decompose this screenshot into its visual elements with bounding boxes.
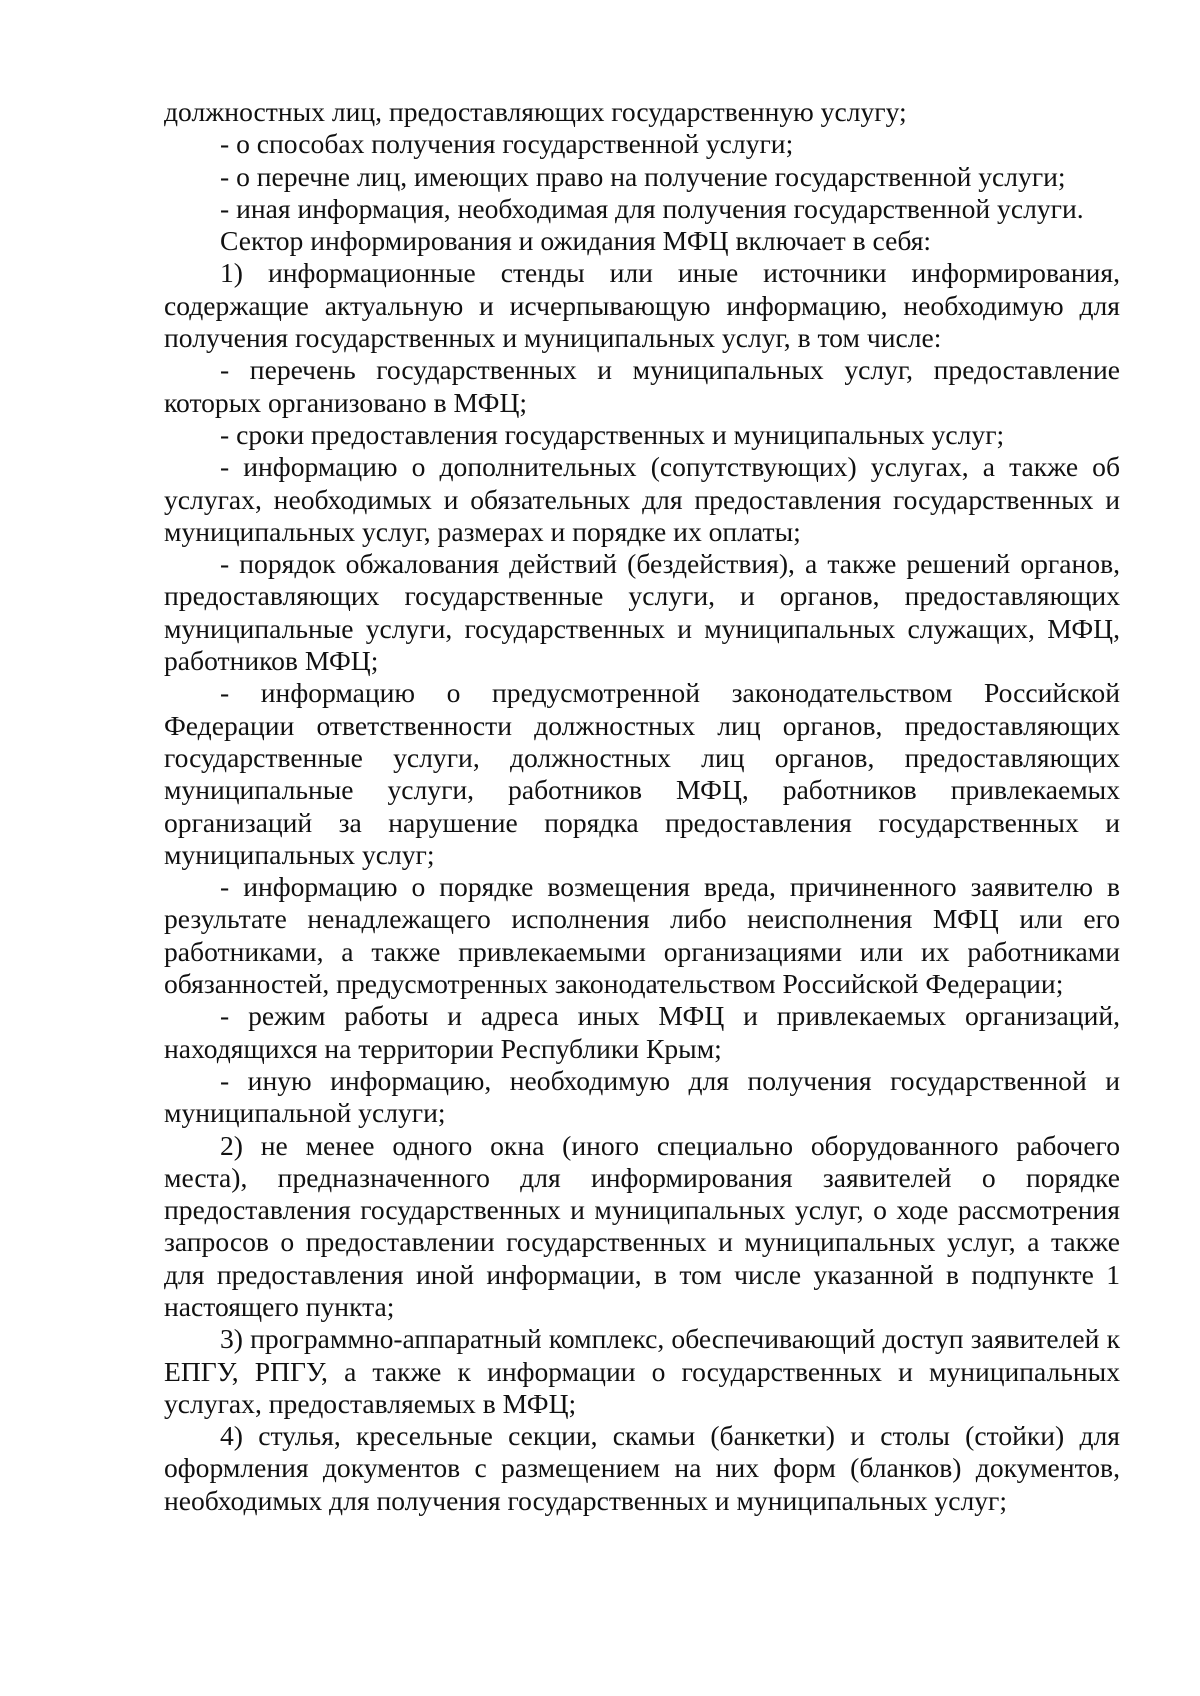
paragraph-other-info-services: - иную информацию, необходимую для получения государственной и муниципальной услуги; [164, 1064, 1120, 1129]
paragraph-service-terms: - сроки предоставления государственных и муниципальных услуг; [220, 418, 1005, 450]
paragraph-damage-compensation: - информацию о порядке возмещения вреда, причиненного заявителю в результате ненадлежащего исполнения либо неисполнения МФЦ или его работниками, а также привлекаемыми организациями или их работниками обязанностей, предусмотренных законодательством Российской Федерации; [164, 871, 1120, 1000]
paragraph-sector-intro: Сектор информирования и ожидания МФЦ включает в себя: [220, 225, 932, 257]
paragraph-working-hours: - режим работы и адреса иных МФЦ и привлекаемых организаций, находящихся на территории Республики Крым; [164, 1000, 1120, 1064]
paragraph-item-1-stands: 1) информационные стенды или иные источники информирования, содержащие актуальную и исчерпывающую информацию, необходимую для получения государственных и муниципальных услуг, в том числе: [164, 257, 1120, 354]
paragraph-continuation: должностных лиц, предоставляющих государственную услугу; [164, 96, 907, 127]
paragraph-services-list: - перечень государственных и муниципальных услуг, предоставление которых организовано в МФЦ; [164, 354, 1120, 418]
paragraph-responsibility: - информацию о предусмотренной законодательством Российской Федерации ответственности должностных лиц органов, предоставляющих государственные услуги, должностных лиц органов, предоставляющих муниципальные услуги, работников МФЦ, работников привлекаемых организаций за нарушение порядка предоставления государственных и муниципальных услуг; [164, 677, 1120, 870]
paragraph-other-info: - иная информация, необходимая для получения государственной услуги. [220, 192, 1084, 224]
paragraph-item-2-window: 2) не менее одного окна (иного специально оборудованного рабочего места), предназначенного для информирования заявителей о порядке предоставления государственных и муниципальных услуг, о ходе рассмотрения запросов о предоставлении государственных и муниципальных услуг, а также для предоставления иной информации, в том числе указанной в подпункте 1 настоящего пункта; [164, 1129, 1120, 1322]
paragraph-item-4-furniture: 4) стулья, кресельные секции, скамьи (банкетки) и столы (стойки) для оформления документов с размещением на них форм (бланков) документов, необходимых для получения государственных и муниципальных услуг; [164, 1420, 1120, 1516]
paragraph-eligible-persons: - о перечне лиц, имеющих право на получение государственной услуги; [220, 160, 1066, 192]
paragraph-methods: - о способах получения государственной услуги; [220, 128, 794, 160]
paragraph-additional-services: - информацию о дополнительных (сопутствующих) услугах, а также об услугах, необходимых и обязательных для предоставления государственных и муниципальных услуг, размерах и порядке их оплаты; [164, 451, 1120, 547]
paragraph-item-3-complex: 3) программно-аппаратный комплекс, обеспечивающий доступ заявителей к ЕПГУ, РПГУ, а также к информации о государственных и муниципальных услугах, предоставляемых в МФЦ; [164, 1323, 1120, 1419]
paragraph-appeal-procedure: - порядок обжалования действий (бездействия), а также решений органов, предоставляющих государственные услуги, и органов, предоставляющих муниципальные услуги, государственных и муниципальных служащих, МФЦ, работников МФЦ; [164, 548, 1120, 677]
document-body [164, 96, 1120, 1517]
